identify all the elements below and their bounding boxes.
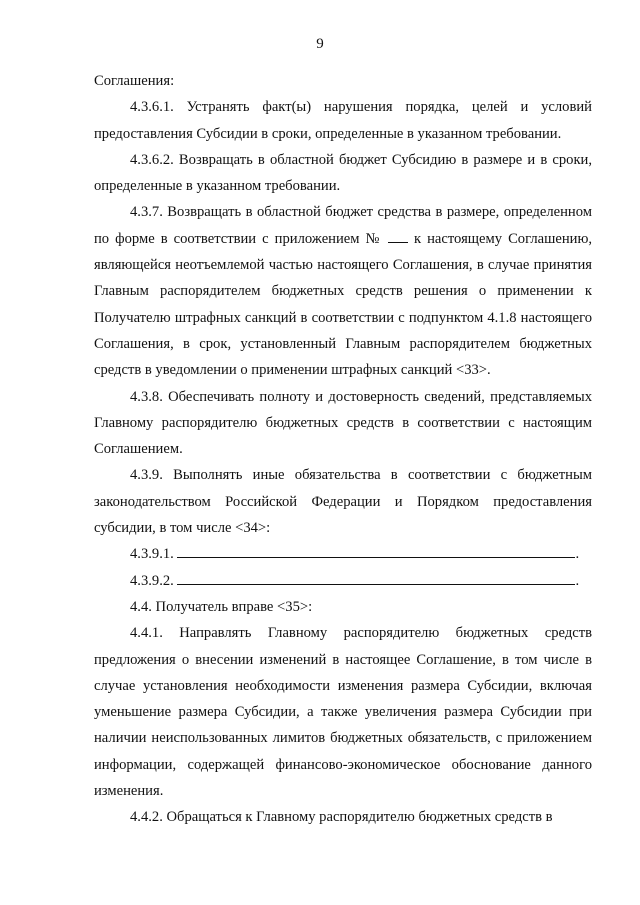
line-4-3-9-1-end: . (575, 546, 580, 563)
paragraph-agreement-tail: Соглашения: (94, 73, 175, 89)
line-4-3-9-2-end: . (575, 572, 580, 589)
paragraph-4-3-6-2: 4.3.6.2. Возвращать в областной бюджет Субсидию в размере и в сроки, определенные в указанном требовании. (94, 151, 592, 195)
line-4-3-9-2-label: 4.3.9.2. (130, 572, 174, 589)
paragraph-4-3-7-part-a: 4.3.7. Возвращать в областной бюджет средства в размере, определенном по форме в соответствии с приложением № (94, 204, 592, 247)
paragraph-4-3-8: 4.3.8. Обеспечивать полноту и достоверность сведений, представляемых Главному распорядителю бюджетных средств в соответствии с настоящим Соглашением. (94, 388, 592, 458)
line-4-3-9-1-label: 4.3.9.1. (130, 546, 174, 563)
document-body (94, 68, 592, 831)
paragraph-4-4-2: 4.4.2. Обращаться к Главному распорядителю бюджетных средств в (130, 809, 553, 826)
paragraph-4-4: 4.4. Получатель вправе <35>: (130, 598, 313, 615)
paragraph-4-3-7-part-b: к настоящему Соглашению, являющейся неотъемлемой частью настоящего Соглашения, в случае принятия Главным распорядителем бюджетных средств решения о применении к Получателю штрафных санкций в соответствии с подпунктом 4.1.8 настоящего Соглашения, в срок, установленный Главным распорядителем бюджетных средств в уведомлении о применении штрафных санкций <33>. (94, 230, 592, 379)
line-4-3-9-2 (94, 568, 592, 594)
paragraph-4-3-9: 4.3.9. Выполнять иные обязательства в соответствии с бюджетным законодательством Российской Федерации и Порядком предоставления субсидии, в том числе <34>: (94, 467, 592, 537)
paragraph-4-3-7 (94, 199, 592, 383)
line-4-3-9-1-blank (177, 543, 575, 558)
page-number: 9 (316, 36, 324, 52)
appendix-number-blank (388, 228, 408, 243)
paragraph-4-4-1: 4.4.1. Направлять Главному распорядителю бюджетных средств предложения о внесении изменений в настоящее Соглашение, в том числе в случае установления необходимости изменения размера Субсидии, включая уменьшение размера Субсидии, а также увеличения размера Субсидии при наличии неиспользованных лимитов бюджетных обязательств, с приложением информации, содержащей финансово-экономическое обоснование данного изменения. (94, 625, 592, 800)
paragraph-4-3-6-1: 4.3.6.1. Устранять факт(ы) нарушения порядка, целей и условий предоставления Субсидии в сроки, определенные в указанном требовании. (94, 99, 592, 142)
line-4-3-9-1 (94, 541, 592, 567)
line-4-3-9-2-blank (177, 570, 575, 585)
